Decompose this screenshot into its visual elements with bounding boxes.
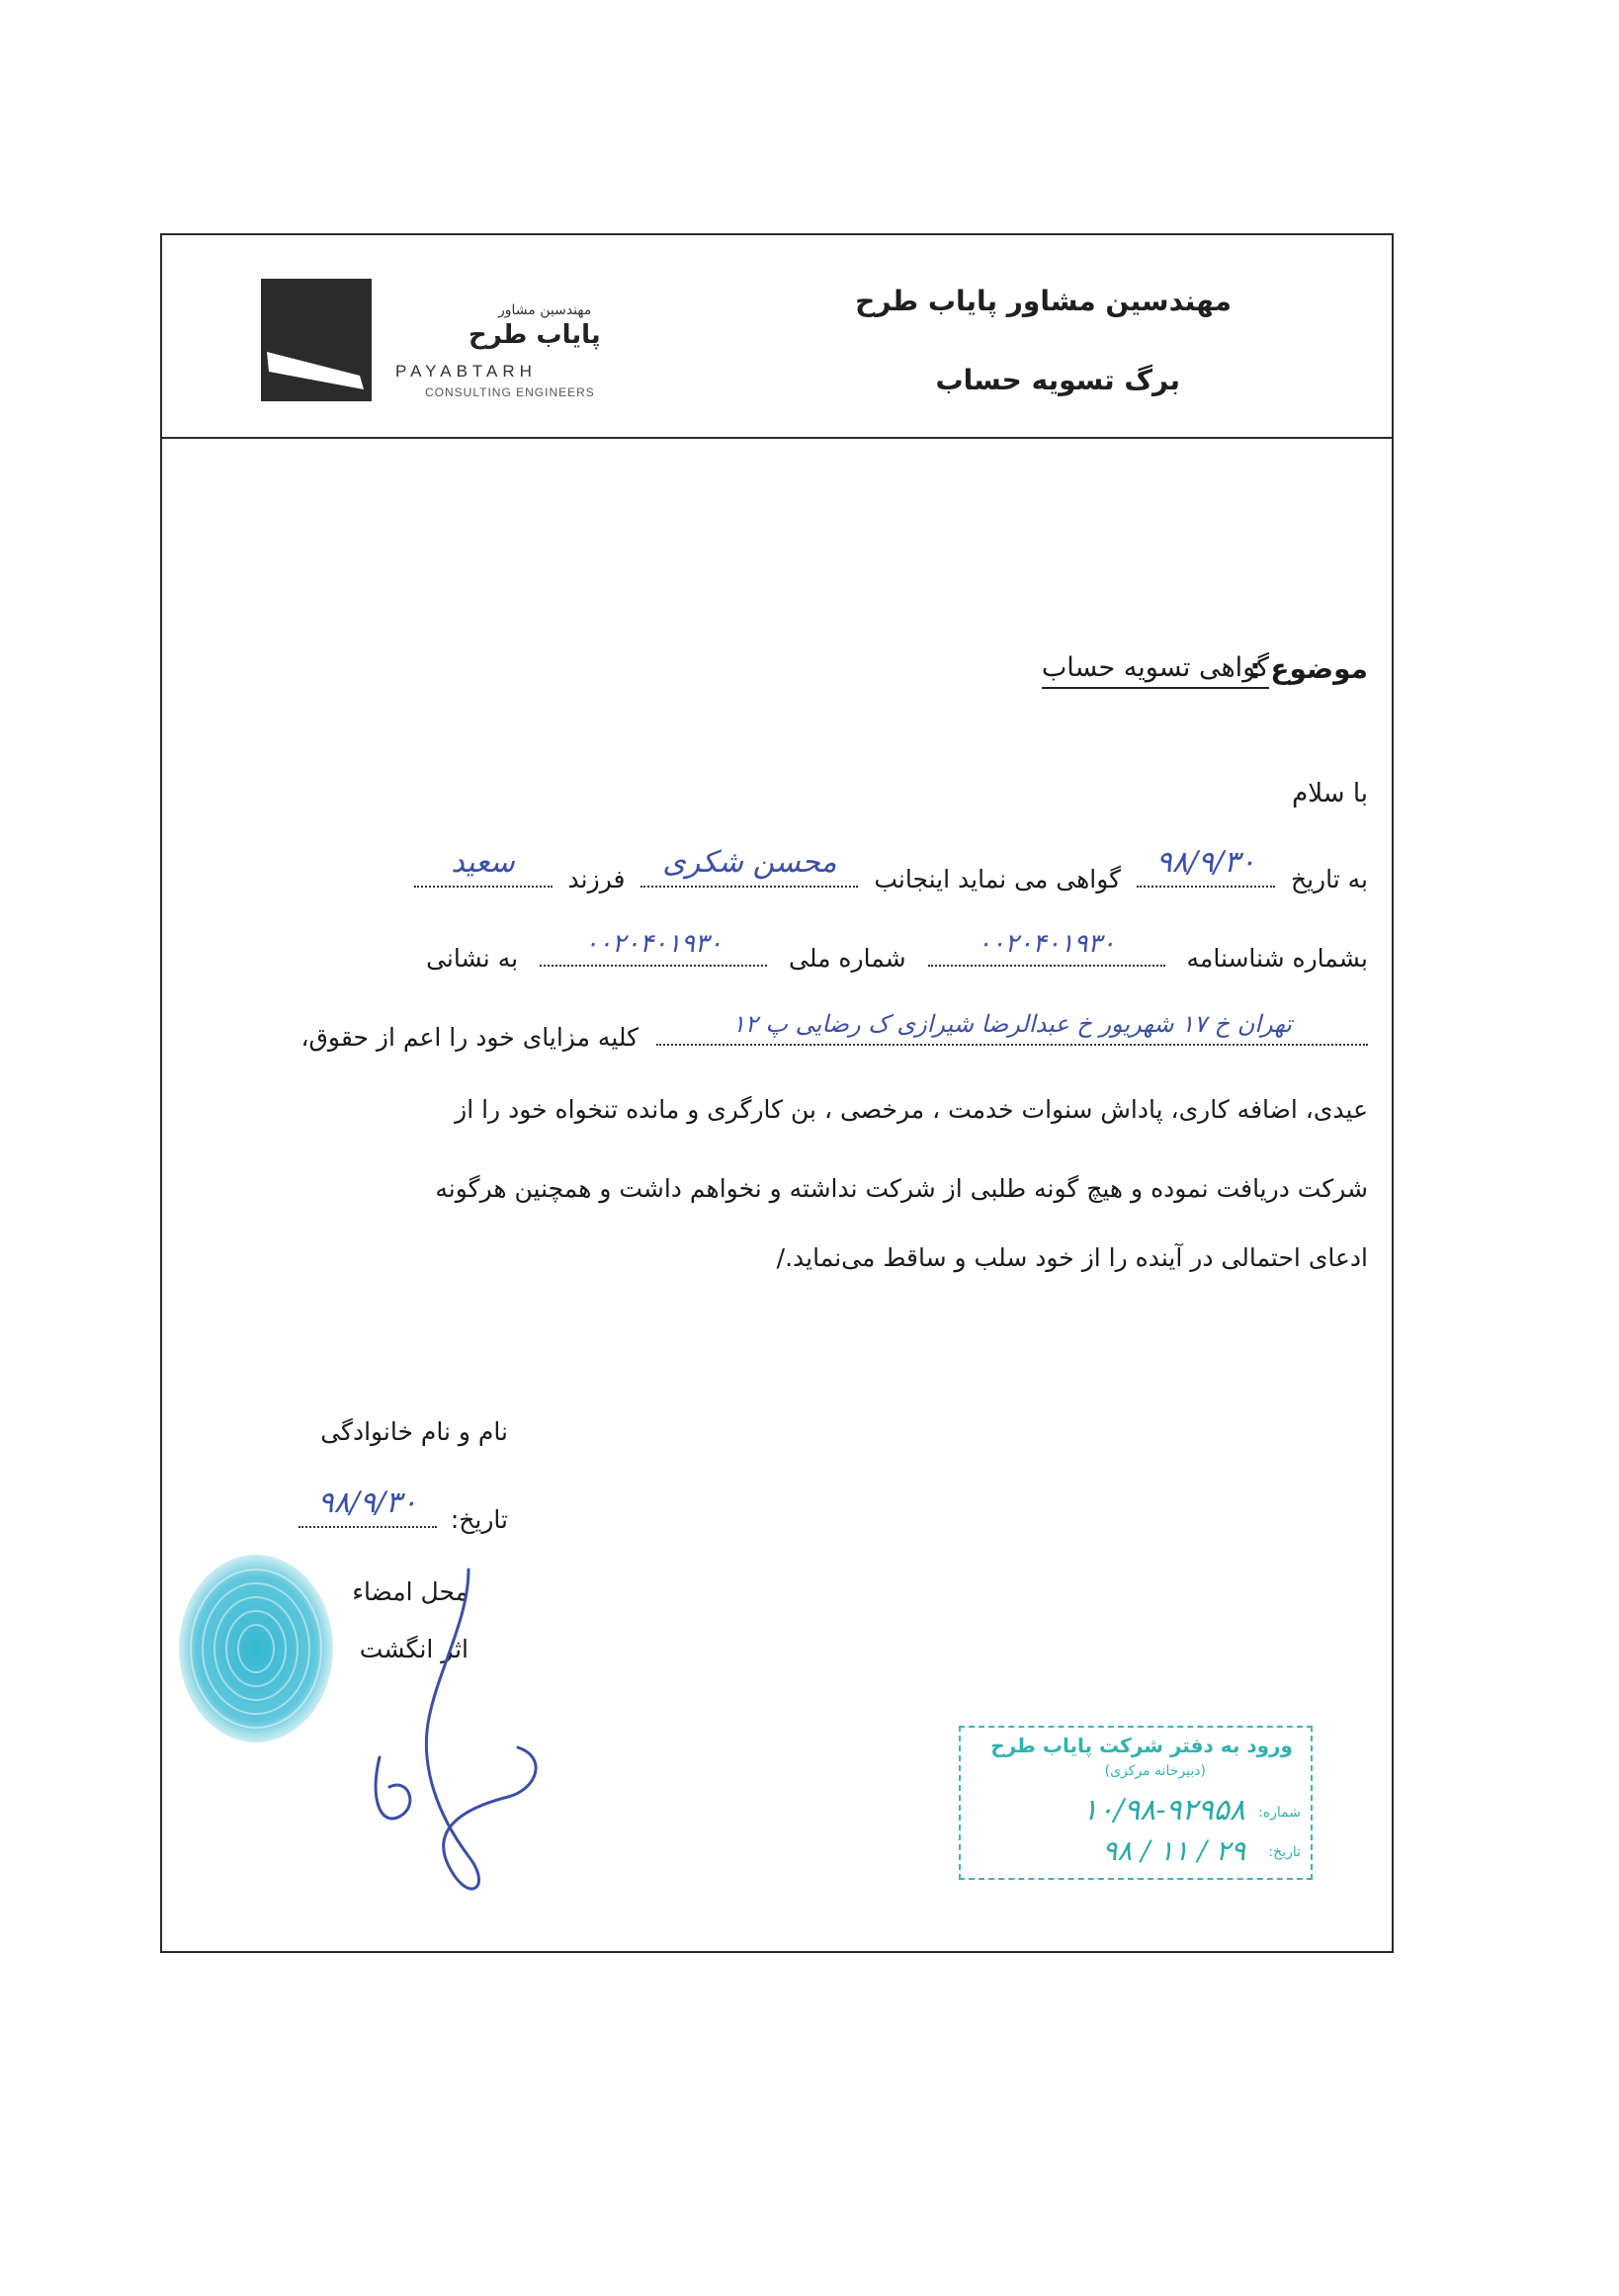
handwritten-signature-icon [320, 1560, 557, 1915]
company-logo [261, 279, 656, 417]
logo-fa-name: پایاب طرح [469, 320, 601, 350]
address-handwritten: تهران خ ۱۷ شهریور خ عبدالرضا شیرازی ک رضایی پ ۱۲ [732, 1010, 1292, 1038]
stamp-date-label: تاریخ: [1268, 1844, 1301, 1860]
id-label: بشماره شناسنامه [1186, 944, 1368, 973]
date-field[interactable] [1137, 845, 1275, 888]
national-id-label: شماره ملی [788, 944, 906, 973]
body-line-5: شرکت دریافت نموده و هیچ گونه طلبی از شرکت نداشته و نخواهم داشت و همچنین هرگونه [435, 1174, 1368, 1203]
name-handwritten: محسن شکری [662, 845, 837, 880]
father-name-field[interactable] [414, 845, 553, 888]
signature-place-label: محل امضاء [352, 1577, 469, 1606]
stamp-title: ورود به دفتر شرکت پایاب طرح [990, 1734, 1293, 1757]
child-of-label: فرزند [567, 865, 626, 893]
full-name-label: نام و نام خانوادگی [320, 1417, 508, 1446]
date-prefix: به تاریخ [1290, 865, 1368, 893]
stamp-number-value: ۱۰/۹۸-۹۲۹۵۸ [1081, 1793, 1245, 1828]
stamp-date-value: ۹۸ / ۱۱ / ۲۹ [1102, 1834, 1245, 1867]
date-handwritten: ۹۸/۹/۳۰ [1155, 845, 1256, 880]
national-id-field[interactable] [540, 929, 767, 967]
fingerprint-icon [172, 1550, 340, 1747]
id-number-handwritten: ۰۰۲۰۴۰۱۹۳۰ [977, 929, 1116, 959]
stamp-number-label: شماره: [1258, 1805, 1301, 1821]
benefits-text: کلیه مزایای خود را اعم از حقوق، [300, 1023, 639, 1052]
address-field[interactable] [656, 1010, 1368, 1046]
father-name-handwritten: سعید [451, 845, 515, 880]
payabtarh-logo-mark-icon [261, 279, 372, 401]
company-name: مهندسین مشاور پایاب طرح [855, 285, 1232, 317]
logo-en-subtitle: CONSULTING ENGINEERS [425, 385, 595, 399]
signature-date-handwritten: ۹۸/۹/۳۰ [317, 1486, 418, 1520]
name-field[interactable] [640, 845, 858, 888]
signature-date-field[interactable] [298, 1486, 437, 1528]
greeting: با سلام [1292, 779, 1368, 808]
subject-label: موضوع : [1249, 652, 1368, 685]
subject-value: گواهی تسویه حساب [1042, 652, 1269, 689]
stamp-subtitle: (دبیرخانه مرکزی) [1104, 1763, 1206, 1779]
signature-date-label: تاریخ: [450, 1505, 508, 1534]
logo-en-name: PAYABTARH [395, 362, 537, 381]
body-line-4: عیدی، اضافه کاری، پاداش سنوات خدمت ، مرخصی ، بن کارگری و مانده تنخواه خود را از [455, 1095, 1368, 1124]
fingerprint-label: اثر انگشت [359, 1635, 469, 1663]
national-id-handwritten: ۰۰۲۰۴۰۱۹۳۰ [584, 929, 723, 959]
form-title: برگ تسویه حساب [935, 364, 1180, 396]
document-frame [160, 233, 1394, 1953]
body-line-6: ادعای احتمالی در آینده را از خود سلب و ساقط می‌نماید./ [776, 1243, 1368, 1272]
form-line-2 [426, 929, 1368, 973]
header-divider [162, 437, 1392, 439]
id-number-field[interactable] [928, 929, 1165, 967]
address-label: به نشانی [426, 944, 519, 973]
certify-text: گواهی می نماید اینجانب [874, 865, 1122, 893]
form-line-3 [300, 1010, 1368, 1052]
logo-fa-subtitle: مهندسین مشاور [498, 302, 592, 318]
signature-date-row [298, 1486, 508, 1534]
form-line-1 [406, 845, 1368, 893]
entry-stamp [959, 1726, 1313, 1880]
